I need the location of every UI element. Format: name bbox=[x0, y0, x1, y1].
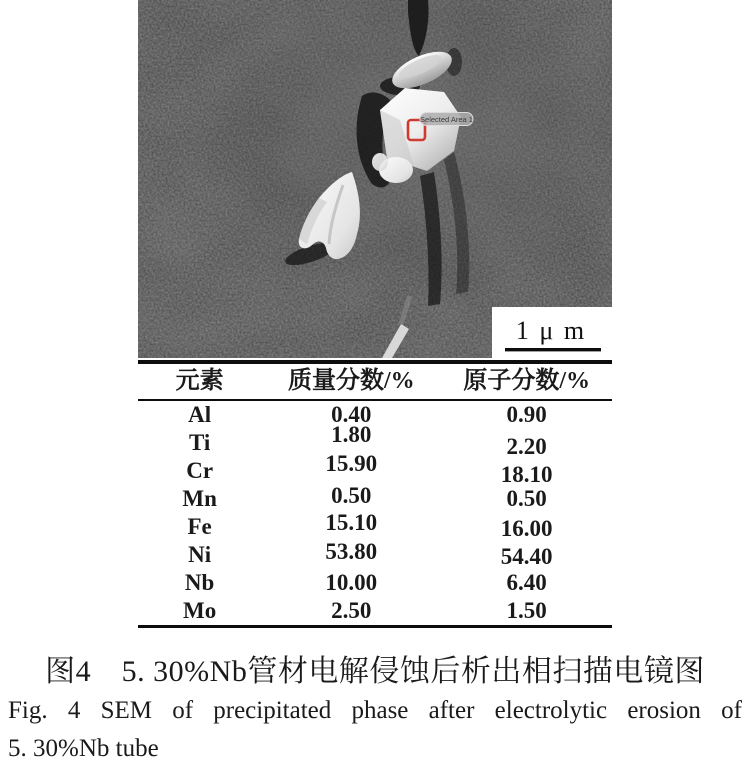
element-symbol: Mn bbox=[182, 486, 217, 511]
atomic-fraction-value: 54.40 bbox=[500, 544, 553, 569]
figure-caption-chinese: 图4 5. 30%Nb管材电解侵蚀后析出相扫描电镜图 bbox=[45, 655, 705, 688]
scale-bar bbox=[492, 307, 612, 358]
table-header-row bbox=[138, 362, 612, 400]
mass-fraction-value: 2.50 bbox=[331, 598, 372, 623]
header-element: 元素 bbox=[138, 362, 261, 400]
sem-micrograph bbox=[138, 0, 612, 358]
caption-english-line1: Fig. 4 SEM of precipitated phase after electrolytic erosion of bbox=[8, 697, 742, 724]
table-row bbox=[138, 541, 612, 569]
atomic-fraction-value: 6.40 bbox=[506, 570, 547, 595]
selected-area-label: Selected Area 1 bbox=[420, 115, 473, 124]
composition-table bbox=[138, 360, 612, 628]
element-symbol: Fe bbox=[187, 514, 212, 539]
mass-fraction-value: 1.80 bbox=[331, 422, 372, 447]
mass-fraction-value: 10.00 bbox=[325, 570, 378, 595]
table-row bbox=[138, 400, 612, 429]
atomic-fraction-value: 0.90 bbox=[506, 402, 547, 427]
atomic-fraction-value: 2.20 bbox=[506, 434, 547, 459]
element-symbol: Mo bbox=[183, 598, 217, 623]
header-atomic-fraction: 原子分数/% bbox=[441, 362, 612, 400]
element-symbol: Ti bbox=[188, 430, 211, 455]
atomic-fraction-value: 16.00 bbox=[500, 516, 553, 541]
element-symbol: Nb bbox=[184, 570, 215, 595]
element-symbol: Ni bbox=[188, 542, 212, 567]
element-symbol: Al bbox=[188, 402, 212, 427]
mass-fraction-value: 53.80 bbox=[325, 539, 378, 564]
atomic-fraction-value: 0.50 bbox=[506, 486, 547, 511]
table-row bbox=[138, 569, 612, 597]
mass-fraction-value: 15.90 bbox=[325, 451, 378, 476]
header-mass-fraction: 质量分数/% bbox=[261, 362, 441, 400]
table-row bbox=[138, 597, 612, 627]
mass-fraction-value: 0.40 bbox=[331, 402, 372, 427]
mass-fraction-value: 15.10 bbox=[325, 510, 378, 535]
scale-bar-line bbox=[505, 348, 601, 351]
mass-fraction-value: 0.50 bbox=[331, 483, 372, 508]
scale-bar-label: 1 μ m bbox=[515, 316, 587, 345]
atomic-fraction-value: 18.10 bbox=[500, 462, 553, 487]
table-row bbox=[138, 513, 612, 541]
atomic-fraction-value: 1.50 bbox=[506, 598, 547, 623]
sem-image bbox=[138, 0, 612, 358]
caption-english-line2: 5. 30%Nb tube bbox=[8, 735, 159, 762]
element-symbol: Cr bbox=[186, 458, 214, 483]
table-row bbox=[138, 457, 612, 485]
figure-caption-english bbox=[8, 692, 742, 768]
